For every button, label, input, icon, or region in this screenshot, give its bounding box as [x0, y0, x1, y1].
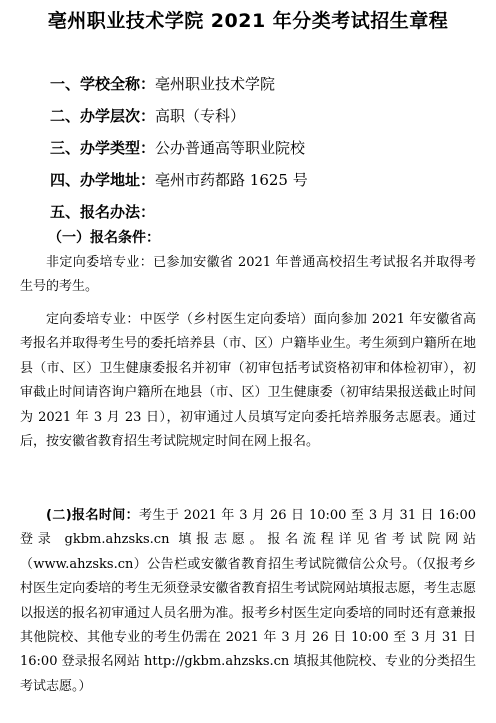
section-heading-conditions: （一）报名条件：: [48, 230, 160, 246]
info-row-type: [50, 136, 305, 160]
info-row-level: [50, 104, 245, 128]
info-value: 高职（专科）: [155, 107, 246, 125]
info-row-school-name: [50, 72, 275, 96]
info-label: 五、报名办法：: [50, 203, 156, 221]
info-label: 三、办学类型：: [50, 139, 156, 157]
section-heading-time: (二)报名时间：: [46, 508, 140, 523]
registration-time-text: 考生于 2021 年 3 月 26 日 10:00 至 3 月 31 日 16:00 登录 gkbm.ahzsks.cn 填报志愿。报名流程详见省考试院网站（www.ahzsks.cn）公告栏或安徽省教育招生考试院微信公众号。（仅报考乡村医生定向委培的考生无须登录安徽省教育招生考试院网站填报志愿，考生志愿以报送的报名初审通过人员名册为准。报考乡村医生定向委培的同时还有意兼报其他院校、其他专业的考生仍需在 2021 年 3 月 26 日 10:00 至 3 月 31 日 16:00 登录报名网站 http://gkbm.ahzsks.cn 填报其他院校、专业的分类招生考试志愿。）: [20, 508, 477, 694]
paragraph-registration-time: [20, 504, 476, 699]
info-value: 亳州市药都路 1625 号: [155, 171, 308, 189]
paragraph-non-directed: 非定向委培专业：已参加安徽省 2021 年普通高校招生考试报名并取得考生号的考生。: [20, 255, 476, 295]
info-row-registration: [50, 200, 155, 224]
info-label: 一、学校全称：: [50, 75, 156, 93]
info-label: 四、办学地址：: [50, 171, 156, 189]
document-title: 亳州职业技术学院 2021 年分类考试招生章程: [47, 10, 449, 32]
info-row-address: [50, 168, 308, 192]
info-value: 公办普通高等职业院校: [155, 139, 306, 157]
info-label: 二、办学层次：: [50, 107, 156, 125]
info-value: 亳州职业技术学院: [155, 75, 276, 93]
paragraph-directed: 定向委培专业：中医学（乡村医生定向委培）面向参加 2021 年安徽省高考报名并取得考生号的委托培养县（市、区）户籍毕业生。考生须到户籍所在地县（市、区）卫生健康委报名并初审（初审包括考试资格初审和体检初审），初审截止时间请咨询户籍所在地县（市、区）卫生健康委（初审结果报送截止时间为 2021 年 3 月 23 日），初审通过人员填写定向委托培养服务志愿表。通过后，按安徽省教育招生考试院规定时间在网上报名。: [20, 312, 476, 450]
